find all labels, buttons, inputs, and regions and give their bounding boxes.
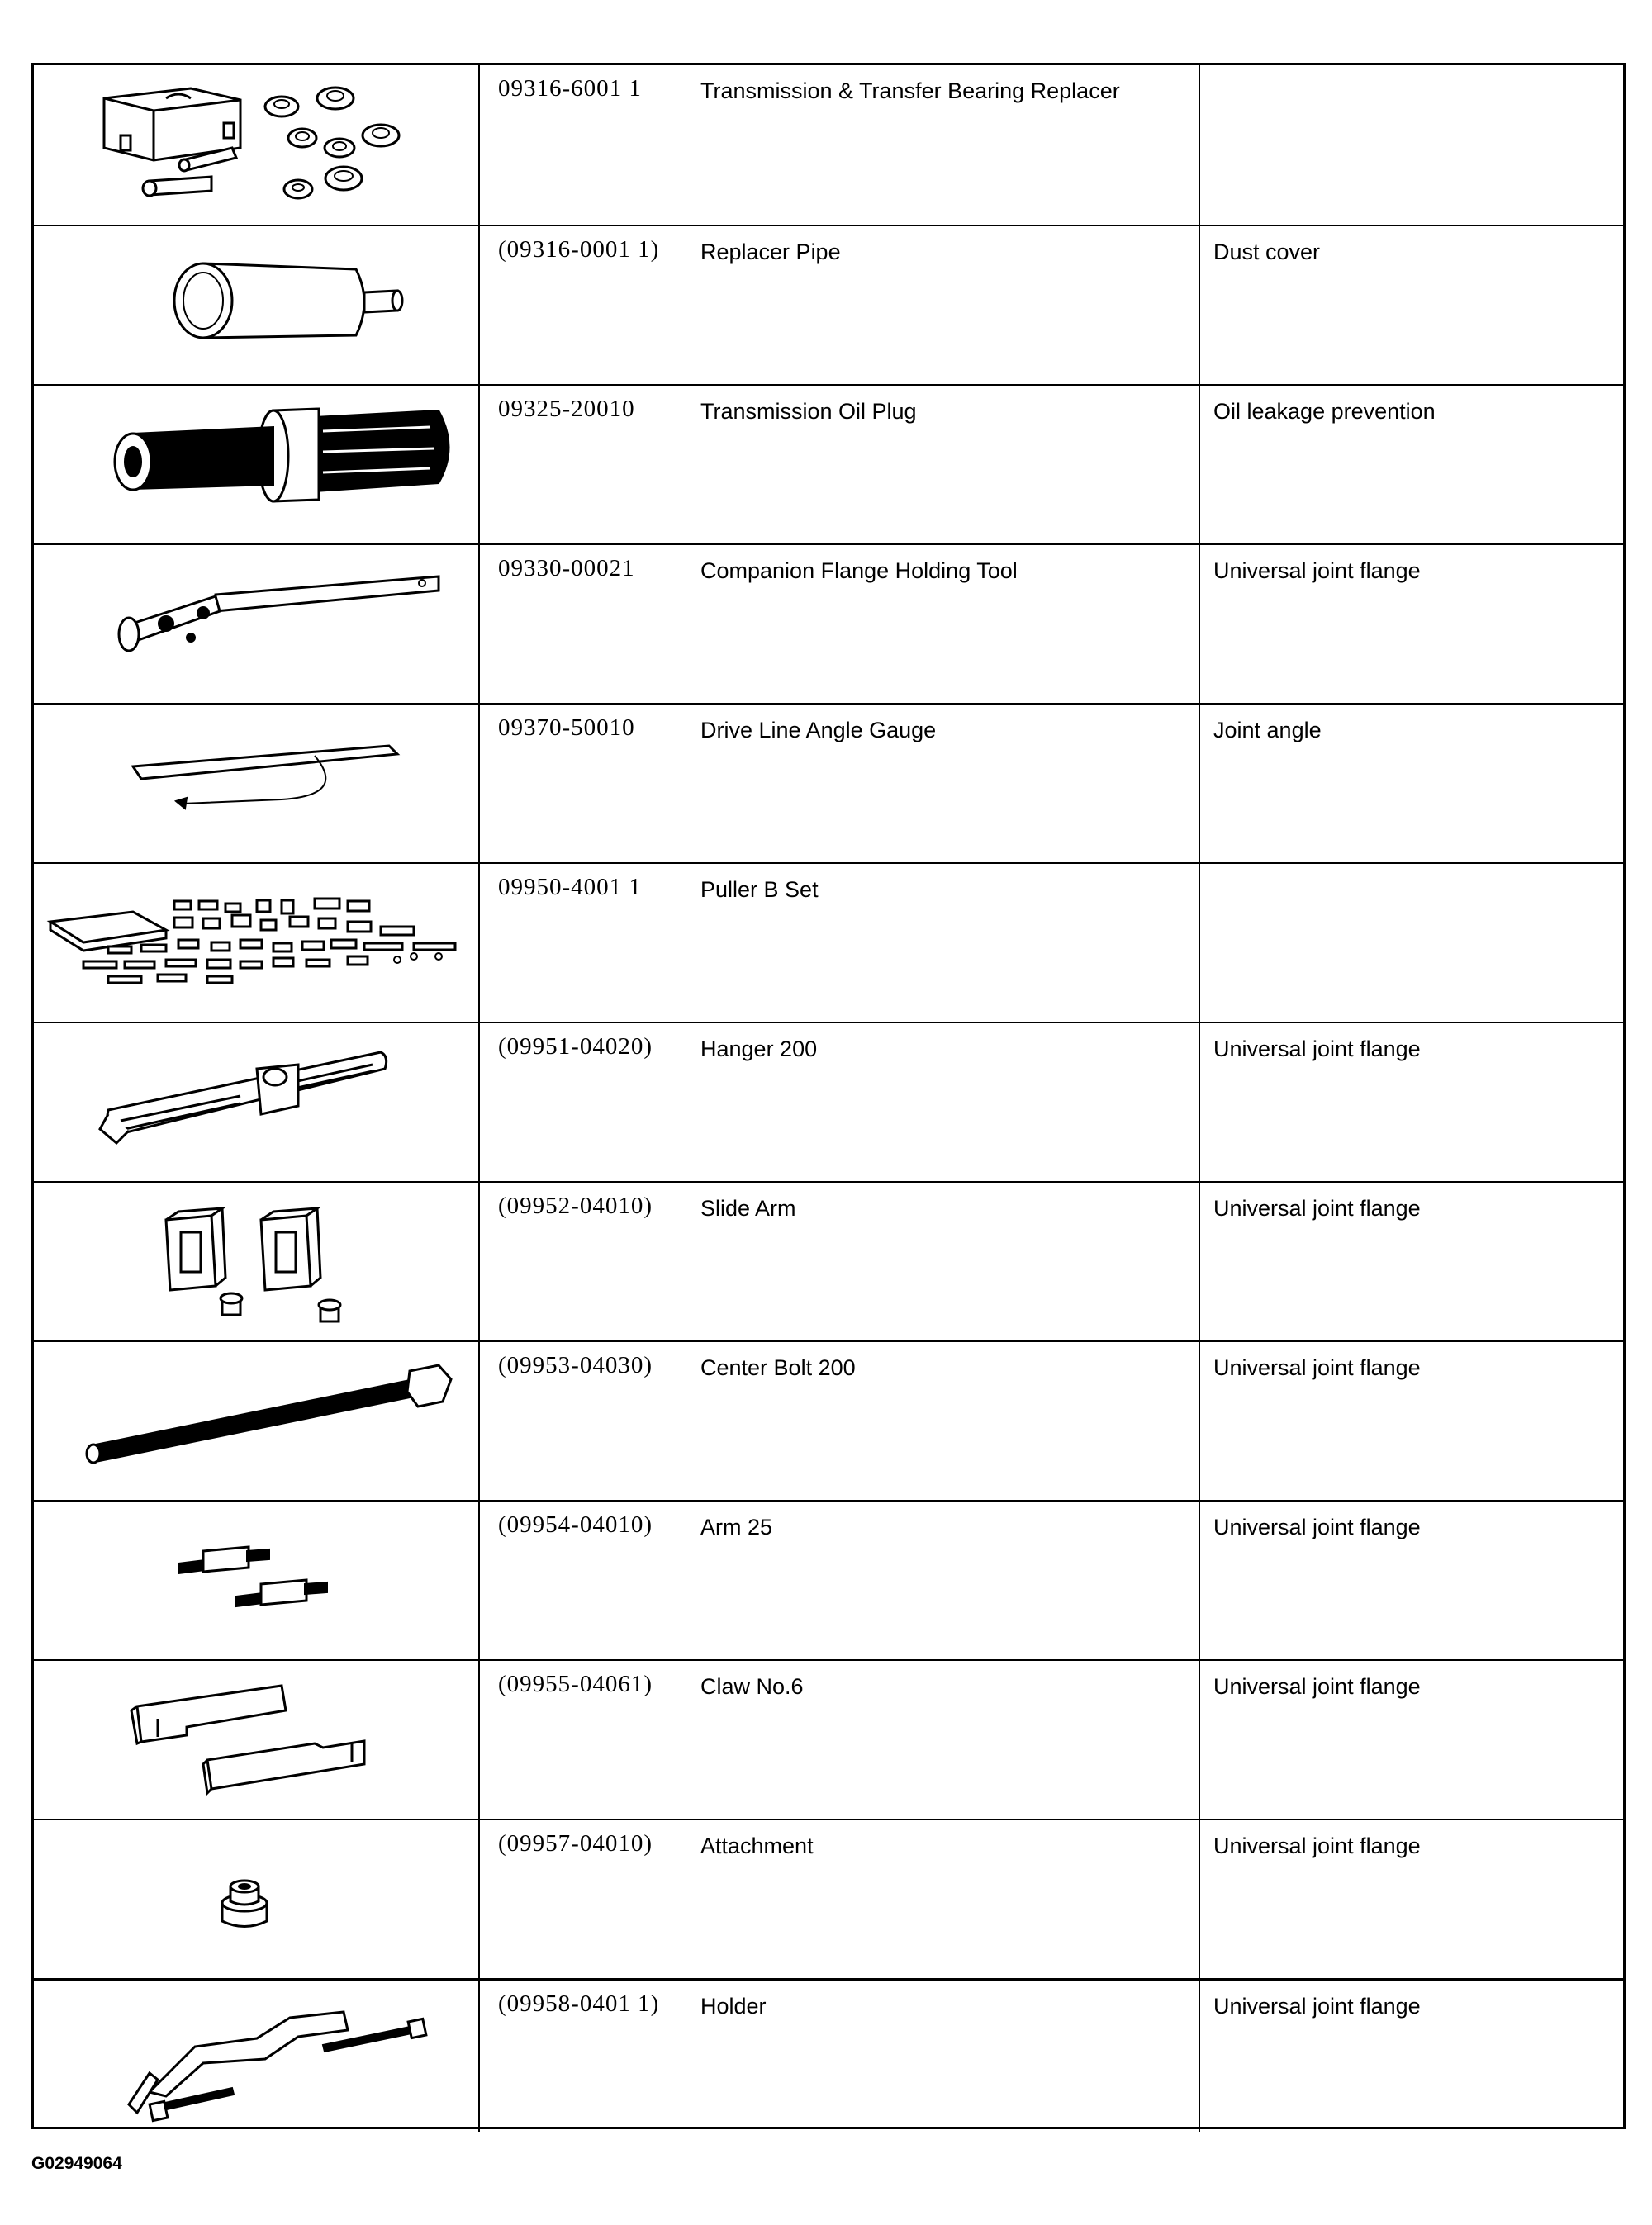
table-row (34, 1978, 1623, 2132)
replacer-pipe-icon (34, 226, 478, 384)
tool-application: Universal joint flange (1213, 1037, 1421, 1061)
claw-icon (34, 1661, 478, 1819)
tool-application: Universal joint flange (1213, 1834, 1421, 1858)
tool-name: Drive Line Angle Gauge (700, 718, 937, 742)
part-number: (09952-04010) (498, 1193, 653, 1219)
tool-application: Universal joint flange (1213, 1994, 1421, 2019)
tool-name: Transmission Oil Plug (700, 399, 917, 424)
part-number: (09957-04010) (498, 1830, 653, 1857)
slide-arm-icon (34, 1183, 478, 1340)
table-row (34, 543, 1623, 703)
attachment-icon (34, 1820, 478, 1978)
hanger-icon (34, 1023, 478, 1181)
tool-name: Arm 25 (700, 1515, 773, 1539)
tool-application: Universal joint flange (1213, 1355, 1421, 1380)
table-row (34, 703, 1623, 862)
tool-application: Universal joint flange (1213, 1674, 1421, 1699)
part-number: (09951-04020) (498, 1033, 653, 1060)
tool-name: Transmission & Transfer Bearing Replacer (700, 78, 1120, 103)
table-row (34, 1659, 1623, 1819)
part-number: (09958-0401 1) (498, 1990, 660, 2017)
tool-application: Dust cover (1213, 240, 1321, 264)
tool-name: Slide Arm (700, 1196, 796, 1221)
figure-code: G02949064 (31, 2154, 122, 2173)
table-row (34, 1022, 1623, 1181)
tool-name: Claw No.6 (700, 1674, 804, 1699)
table-row (34, 65, 1623, 225)
table-row (34, 384, 1623, 543)
holder-icon (34, 1981, 478, 2138)
tool-application: Universal joint flange (1213, 558, 1421, 583)
part-number: 09316-6001 1 (498, 75, 642, 102)
table-row (34, 1181, 1623, 1340)
flange-holding-tool-icon (34, 545, 478, 703)
part-number: (09955-04061) (498, 1671, 653, 1697)
oil-plug-icon (34, 386, 478, 543)
table-row (34, 225, 1623, 384)
table-row (34, 1500, 1623, 1659)
center-bolt-icon (34, 1342, 478, 1500)
tool-name: Holder (700, 1994, 767, 2019)
tool-application: Joint angle (1213, 718, 1322, 742)
tool-name: Center Bolt 200 (700, 1355, 856, 1380)
tool-name: Companion Flange Holding Tool (700, 558, 1018, 583)
table-row (34, 1819, 1623, 1978)
table-row (34, 1340, 1623, 1500)
bearing-replacer-set-icon (34, 65, 478, 223)
tool-name: Replacer Pipe (700, 240, 841, 264)
part-number: 09370-50010 (498, 714, 635, 741)
table-row (34, 862, 1623, 1022)
part-number: (09953-04030) (498, 1352, 653, 1378)
tool-name: Puller B Set (700, 877, 819, 902)
tool-application: Universal joint flange (1213, 1196, 1421, 1221)
tool-name: Attachment (700, 1834, 814, 1858)
part-number: (09316-0001 1) (498, 236, 660, 263)
tool-application: Oil leakage prevention (1213, 399, 1436, 424)
arm-icon (34, 1502, 478, 1659)
part-number: (09954-04010) (498, 1511, 653, 1538)
tool-application: Universal joint flange (1213, 1515, 1421, 1539)
part-number: 09325-20010 (498, 396, 635, 422)
angle-gauge-icon (34, 705, 478, 862)
puller-set-icon (34, 864, 478, 1022)
tool-name: Hanger 200 (700, 1037, 818, 1061)
part-number: 09330-00021 (498, 555, 635, 581)
special-service-tools-table (31, 63, 1626, 2129)
part-number: 09950-4001 1 (498, 874, 642, 900)
